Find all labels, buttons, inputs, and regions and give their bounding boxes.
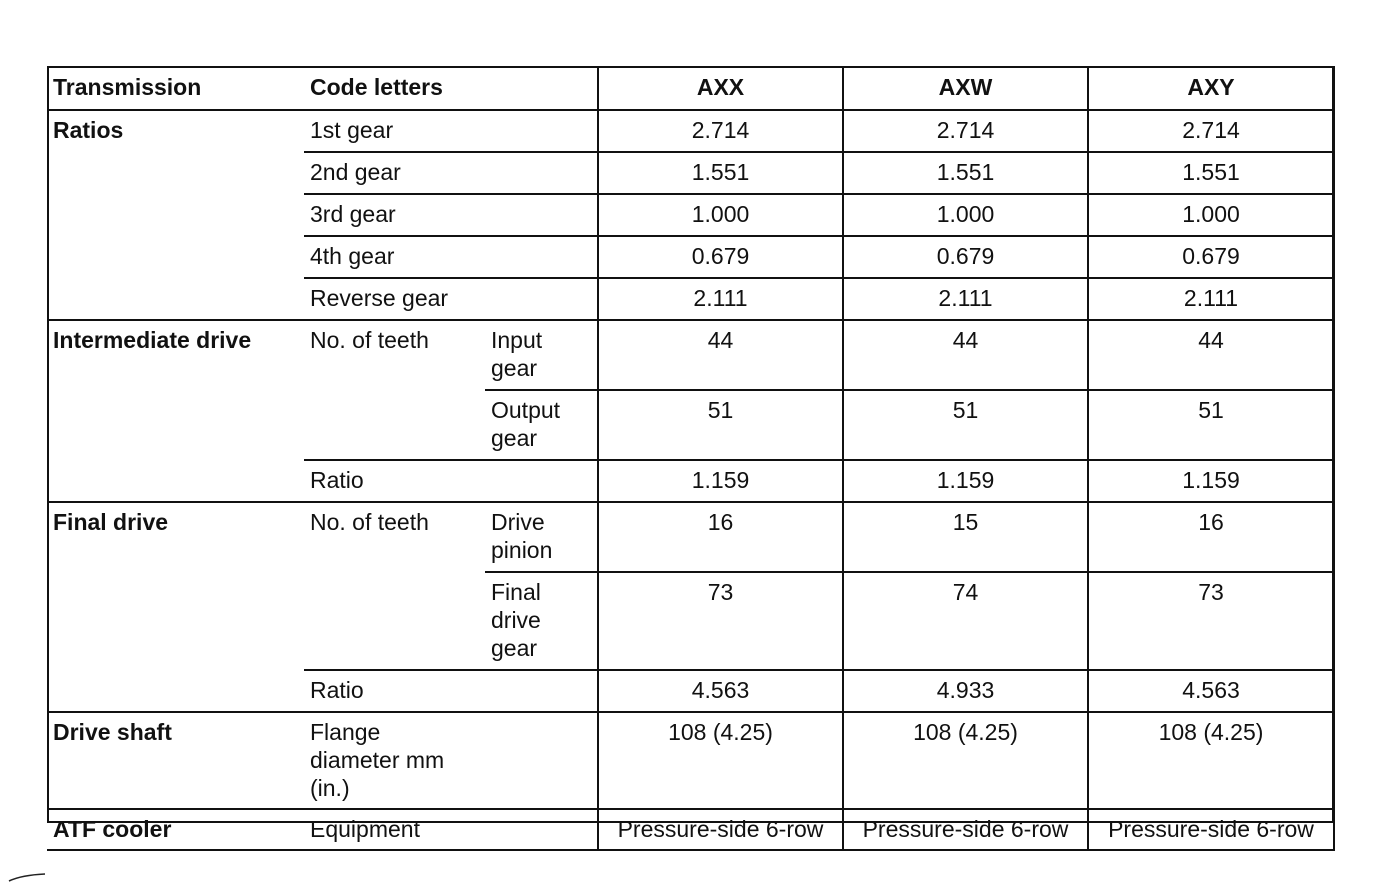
table-row: [47, 110, 1334, 152]
value-cell: 44: [1088, 320, 1334, 390]
value-cell: 74: [843, 572, 1088, 670]
value-cell: 2.714: [598, 110, 843, 152]
value-cell: 4.563: [1088, 670, 1334, 712]
value-cell: 2.111: [843, 278, 1088, 320]
table-row: [47, 809, 1334, 850]
value-cell: 108 (4.25): [598, 712, 843, 809]
code-axy: AXY: [1088, 67, 1334, 110]
row-label: Ratio: [304, 460, 598, 502]
transmission-spec-sheet: [47, 66, 1334, 842]
final-drive-group-label: Final drive: [47, 502, 304, 712]
intermediate-drive-group-label: Intermediate drive: [47, 320, 304, 502]
value-cell: 2.714: [1088, 110, 1334, 152]
value-cell: 51: [598, 390, 843, 460]
value-cell: 4.933: [843, 670, 1088, 712]
value-cell: 1.551: [598, 152, 843, 194]
equipment-label: Equipment: [304, 809, 598, 850]
atf-cooler-group-label: ATF cooler: [47, 809, 304, 850]
value-cell: Pressure-side 6-row: [1088, 809, 1334, 850]
value-cell: 108 (4.25): [1088, 712, 1334, 809]
value-cell: 0.679: [843, 236, 1088, 278]
value-cell: 16: [598, 502, 843, 572]
value-cell: 2.714: [843, 110, 1088, 152]
value-cell: 4.563: [598, 670, 843, 712]
table-row: [47, 320, 1334, 390]
output-gear-label: Output gear: [485, 390, 598, 460]
transmission-heading: Transmission: [47, 67, 304, 110]
value-cell: 0.679: [1088, 236, 1334, 278]
drive-pinion-label: Drive pinion: [485, 502, 598, 572]
value-cell: 73: [1088, 572, 1334, 670]
transmission-spec-table: [47, 66, 1335, 851]
value-cell: 51: [1088, 390, 1334, 460]
value-cell: 1.000: [843, 194, 1088, 236]
table-row: [47, 502, 1334, 572]
ratios-group-label: Ratios: [47, 110, 304, 320]
value-cell: 51: [843, 390, 1088, 460]
value-cell: 73: [598, 572, 843, 670]
value-cell: 108 (4.25): [843, 712, 1088, 809]
input-gear-label: Input gear: [485, 320, 598, 390]
value-cell: 1.159: [843, 460, 1088, 502]
row-label: Ratio: [304, 670, 598, 712]
row-label: 3rd gear: [304, 194, 598, 236]
code-axx: AXX: [598, 67, 843, 110]
header-row: [47, 67, 1334, 110]
row-label: Reverse gear: [304, 278, 598, 320]
pen-stroke-mark: [8, 872, 46, 882]
code-axw: AXW: [843, 67, 1088, 110]
value-cell: 1.159: [1088, 460, 1334, 502]
value-cell: 1.551: [1088, 152, 1334, 194]
teeth-label: No. of teeth: [304, 502, 485, 670]
value-cell: 1.551: [843, 152, 1088, 194]
value-cell: 44: [598, 320, 843, 390]
value-cell: 16: [1088, 502, 1334, 572]
value-cell: Pressure-side 6-row: [843, 809, 1088, 850]
value-cell: 1.000: [1088, 194, 1334, 236]
row-label: 1st gear: [304, 110, 598, 152]
value-cell: 1.000: [598, 194, 843, 236]
code-letters-heading: Code letters: [304, 67, 598, 110]
value-cell: 2.111: [598, 278, 843, 320]
value-cell: 1.159: [598, 460, 843, 502]
value-cell: 15: [843, 502, 1088, 572]
flange-diameter-label: Flange diameter mm (in.): [304, 712, 598, 809]
value-cell: 2.111: [1088, 278, 1334, 320]
value-cell: 44: [843, 320, 1088, 390]
value-cell: 0.679: [598, 236, 843, 278]
final-drive-gear-label: Final drive gear: [485, 572, 598, 670]
table-row: [47, 712, 1334, 809]
row-label: 4th gear: [304, 236, 598, 278]
teeth-label: No. of teeth: [304, 320, 485, 460]
row-label: 2nd gear: [304, 152, 598, 194]
drive-shaft-group-label: Drive shaft: [47, 712, 304, 809]
value-cell: Pressure-side 6-row: [598, 809, 843, 850]
